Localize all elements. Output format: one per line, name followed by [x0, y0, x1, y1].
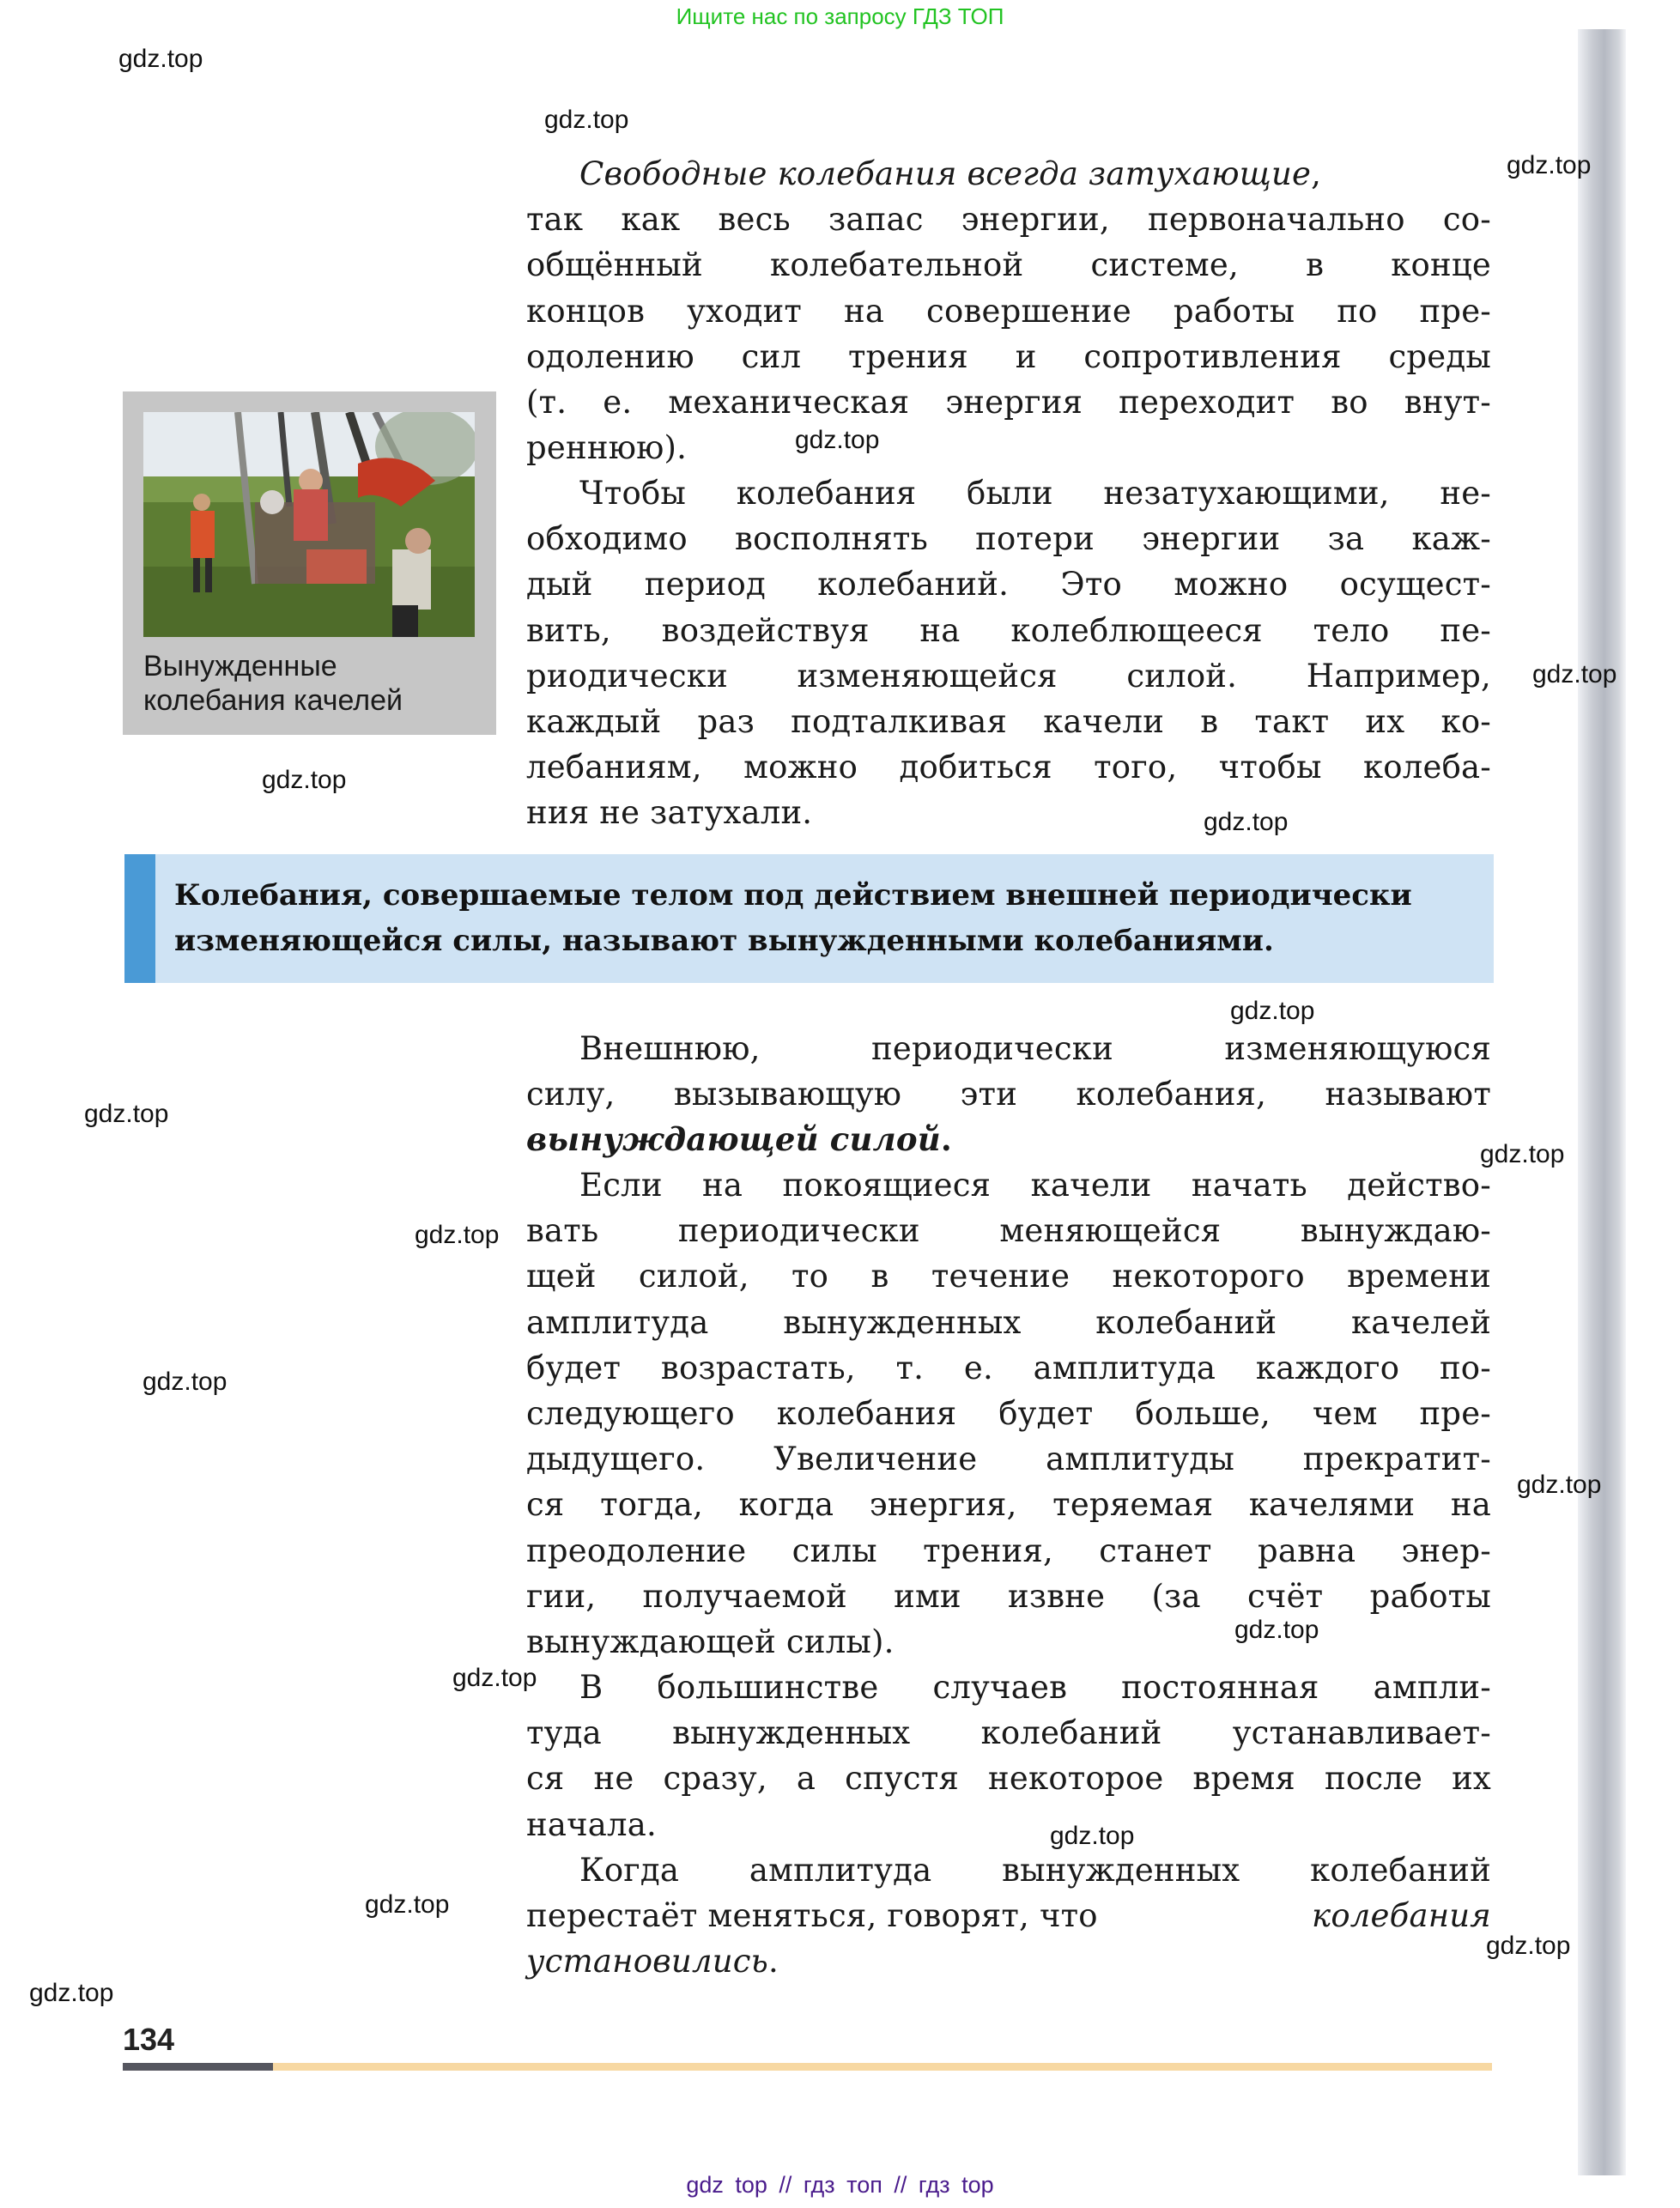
- paragraph-line: риодически изменяющейся силой. Например,: [526, 657, 1491, 695]
- watermark: gdz.top: [118, 45, 203, 73]
- paragraph-line: концов уходит на совершение работы по пре-: [526, 292, 1491, 330]
- definition-accent-bar: [124, 854, 155, 983]
- key-term: вынуждающей силой: [526, 1120, 941, 1159]
- watermark: gdz.top: [1507, 151, 1592, 179]
- paragraph-established: [526, 1847, 1491, 1985]
- watermark: gdz.top: [795, 426, 880, 454]
- italic-term: колебания: [1312, 1897, 1491, 1935]
- paragraph-line: так как весь запас энергии, первоначально со-: [526, 201, 1491, 239]
- paragraph-line: [526, 151, 1491, 197]
- page-rule-accent: [273, 2063, 1492, 2071]
- paragraph-line: ся тогда, когда энергия, теряемая качелями на: [526, 1486, 1491, 1524]
- watermark: gdz.top: [29, 1979, 114, 2007]
- watermark: gdz.top: [262, 766, 347, 794]
- paragraph-line: ния не затухали.: [526, 794, 813, 832]
- paragraph-line: каждый раз подталкивая качели в такт их ко-: [526, 702, 1491, 740]
- watermark: gdz.top: [1050, 1822, 1135, 1850]
- watermark: gdz.top: [84, 1100, 169, 1128]
- paragraph-line: силу, вызывающую эти колебания, называют: [526, 1076, 1491, 1113]
- paragraph-line: [526, 1938, 1491, 1984]
- definition-text: [174, 873, 1479, 964]
- swing-photo: [143, 412, 475, 637]
- paragraph-line: ся не сразу, а спустя некоторое время после их: [526, 1760, 1491, 1798]
- watermark: gdz.top: [1517, 1471, 1602, 1499]
- paragraph-line: преодоление силы трения, станет равна энер-: [526, 1532, 1491, 1569]
- paragraph-line: гии, получаемой ими извне (за счёт работы: [526, 1577, 1491, 1615]
- paragraph-line: Внешнюю, периодически изменяющуюся: [579, 1030, 1491, 1067]
- watermark: gdz.top: [452, 1664, 537, 1692]
- paragraph-line: начала.: [526, 1805, 657, 1843]
- definition-line: Колебания, совершаемые телом под действием внешней периодически: [174, 878, 1412, 913]
- paragraph-line: будет возрастать, т. е. амплитуда каждого по-: [526, 1349, 1491, 1386]
- figure-box: [123, 391, 496, 735]
- paragraph-line: Когда амплитуда вынужденных колебаний: [579, 1852, 1491, 1889]
- paragraph-line: реннюю).: [526, 429, 688, 467]
- text-run: перестаёт меняться, говорят, что: [526, 1897, 1098, 1935]
- paragraph-line: [526, 1893, 1491, 1938]
- italic-statement: Свободные колебания всегда затухающие: [579, 155, 1312, 192]
- paragraph-line: дыдущего. Увеличение амплитуды прекратит-: [526, 1441, 1491, 1478]
- search-banner: Ищите нас по запросу ГДЗ ТОП: [676, 3, 1004, 29]
- watermark: gdz.top: [544, 106, 629, 134]
- watermark: gdz.top: [1230, 997, 1315, 1025]
- figure-caption-line1: Вынужденные: [143, 650, 337, 682]
- watermark: gdz.top: [143, 1368, 227, 1396]
- swing-photo-illustration: [143, 412, 475, 637]
- definition-box: [124, 854, 1494, 983]
- paragraph-line: туда вынужденных колебаний устанавливает-: [526, 1714, 1491, 1752]
- paragraph-line: вынуждающей силы).: [526, 1623, 895, 1660]
- paragraph-amplitude-growth: [526, 1162, 1491, 1665]
- paragraph-undamped: [526, 470, 1491, 836]
- watermark: gdz.top: [1204, 808, 1289, 836]
- paragraph-line: Если на покоящиеся качели начать действо-: [579, 1167, 1491, 1204]
- paragraph-line: (т. е. механическая энергия переходит во внут-: [526, 383, 1491, 421]
- punctuation: ,: [1311, 155, 1322, 192]
- paragraph-line: вать периодически меняющейся вынуждаю-: [526, 1212, 1491, 1250]
- punctuation: .: [768, 1943, 779, 1981]
- watermark: gdz.top: [1486, 1932, 1571, 1960]
- paragraph-line: амплитуда вынужденных колебаний качелей: [526, 1303, 1491, 1341]
- paragraph-driving-force: [526, 1026, 1491, 1163]
- punctuation: .: [940, 1120, 952, 1159]
- paragraph-line: вить, воздействуя на колеблющееся тело пе-: [526, 611, 1491, 649]
- watermark: gdz.top: [1234, 1616, 1319, 1644]
- footer-watermark: gdz top // гдз топ // гдз top: [686, 2172, 994, 2198]
- paragraph-line: обходимо восполнять потери энергии за каж-: [526, 520, 1491, 558]
- paragraph-line: [526, 1117, 1491, 1162]
- paragraph-line: дый период колебаний. Это можно осущест-: [526, 566, 1491, 604]
- watermark: gdz.top: [1532, 660, 1617, 688]
- page-number: 134: [123, 2022, 175, 2057]
- watermark: gdz.top: [415, 1221, 500, 1249]
- paragraph-line: лебаниям, можно добиться того, чтобы колеба-: [526, 749, 1491, 786]
- paragraph-line: следующего колебания будет больше, чем пре-: [526, 1394, 1491, 1432]
- italic-term: установились: [526, 1943, 768, 1981]
- paragraph-free-oscillations: [526, 151, 1491, 470]
- paragraph-line: общённый колебательной системе, в конце: [526, 246, 1491, 284]
- page-rule-dark: [123, 2063, 273, 2071]
- definition-line: изменяющейся силы, называют вынужденными колебаниями.: [174, 924, 1274, 958]
- watermark: gdz.top: [1480, 1140, 1565, 1168]
- paragraph-line: одолению сил трения и сопротивления среды: [526, 337, 1491, 375]
- page-spine-shadow: [1578, 29, 1626, 2175]
- figure-caption-line2: колебания качелей: [143, 684, 403, 717]
- paragraph-line: Чтобы колебания были незатухающими, не-: [579, 475, 1491, 512]
- paragraph-steady-amplitude: [526, 1665, 1491, 1847]
- watermark: gdz.top: [365, 1890, 450, 1919]
- figure-caption: [143, 649, 487, 718]
- paragraph-line: В большинстве случаев постоянная ампли-: [579, 1669, 1491, 1706]
- paragraph-line: щей силой, то в течение некоторого времени: [526, 1258, 1491, 1295]
